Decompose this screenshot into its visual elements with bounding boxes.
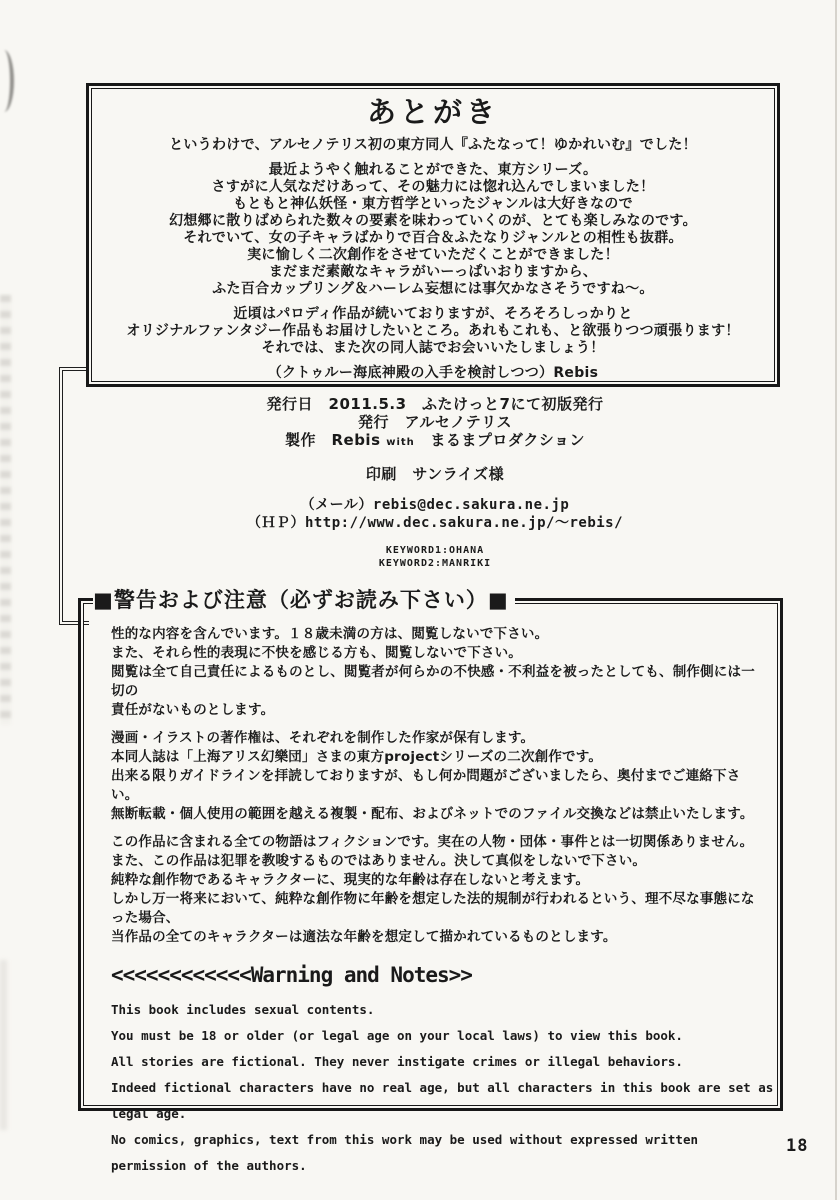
warning-ja-line: 漫画・イラストの著作権は、それぞれを制作した作家が保有します。 [111,730,535,746]
production-studio: まるまプロダクション [414,431,586,449]
afterword-line: 最近ようやく触れることができた、東方シリーズ。 [268,162,598,178]
warning-ja-line: しかし万一将来において、純粋な創作物に年齢を想定した法的規制が行われるという、理不尽な事態になった場合、 [111,891,755,926]
afterword-box [86,83,780,387]
warning-en-line: This book includes sexual contents. [111,1002,375,1017]
afterword-line: それでは、また次の同人誌でお会いいたしましょう！ [261,340,605,356]
keyword2-line: KEYWORD2:MANRIKI [378,558,492,569]
warning-ja-line: また、それら性的表現に不快を感じる方も、閲覧しないで下さい。 [111,645,522,661]
afterword-line: 近頃はパロディ作品が続いておりますが、そろそろしっかりと [233,306,633,322]
afterword-line [89,298,777,306]
warning-box [78,588,783,1173]
warning-en-line: No comics, graphics, text from this work may be used without expressed written permission of the authors. [111,1132,698,1173]
afterword-line: というわけで、アルセノテリス初の東方同人『ふたなって！ゆかれいむ』でした！ [169,137,697,153]
page-number: 18 [786,1136,809,1156]
afterword-line: ふた百合カップリング＆ハーレム妄想には事欠かなさそうですね～。 [212,281,654,297]
warning-ja-line: 性的な内容を含んでいます。１８歳未満の方は、閲覧しないで下さい。 [111,626,549,642]
colophon-block [30,395,840,570]
afterword-line [89,154,777,162]
afterword-title: あとがき [366,95,499,129]
scan-smudge-left [0,295,11,725]
publisher-line: 発行 アルセノテリス [358,413,512,431]
warning-ja-line: また、この作品は犯罪を教唆するものではありません。決して真似をしないで下さい。 [111,853,647,869]
afterword-line: 実に愉しく二次創作をさせていただくことができました！ [247,247,619,263]
afterword-line: さすがに人気なだけあって、その魅力には惚れ込んでしまいました！ [211,179,655,195]
scan-smudge-top-left [0,50,14,112]
scan-smudge-left-lower [0,960,7,1130]
warning-en-heading: <<<<<<<<<<<<Warning and Notes>> [111,963,472,987]
warning-ja-line: 無断転載・個人使用の範囲を越える複製・配布、およびネットでのファイル交換などは禁止いたします。 [111,806,754,822]
scan-edge-line [835,0,837,1200]
afterword-line: もともと神仏妖怪・東方哲学といったジャンルは大好きなので [233,196,633,212]
printing-line: 印刷 サンライズ様 [365,465,505,483]
warning-en-line: All stories are fictional. They never instigate crimes or illegal behaviors. [111,1054,683,1069]
warning-ja-line: 当作品の全てのキャラクターは適法な年齢を想定して描かれているものとします。 [111,929,617,945]
warning-ja-line: 出来る限りガイドラインを拝読しておりますが、もし何か問題がございましたら、奥付までご連絡下さい。 [111,768,741,803]
warning-ja-line: この作品に含まれる全ての物語はフィクションです。実在の人物・団体・事件とは一切関係ありません。 [111,834,754,850]
issue-date-line: 発行日 2011.5.3 ふたけっと7にて初版発行 [266,395,604,413]
keyword1-line: KEYWORD1:OHANA [385,545,485,556]
afterword-line: それでいて、女の子キャラばかりで百合＆ふたなりジャンルとの相性も抜群。 [183,230,683,246]
warning-heading: ■警告および注意（必ずお読み下さい）■ [93,584,515,616]
afterword-line: 幻想郷に散りばめられた数々の要素を味わっていくのが、とても楽しみなのです。 [169,213,697,229]
production-label: 製作 Rebis [284,431,387,449]
afterword-line [89,357,777,365]
warning-ja-line: 純粋な創作物であるキャラクターに、現実的な年齢は存在しないと考えます。 [111,872,590,888]
warning-ja-body [81,601,780,947]
warning-ja-line: 責任がないものとします。 [111,702,275,718]
production-line [30,431,840,452]
production-with: with [386,437,415,448]
warning-en-body [81,989,780,1179]
warning-en-line: Indeed fictional characters have no real age, but all characters in this book are set as legal age. [111,1080,774,1121]
afterword-line: まだまだ素敵なキャラがいーっぱいおりますから、 [268,264,598,280]
warning-ja-line: 本同人誌は「上海アリス幻樂団」さまの東方projectシリーズの二次創作です。 [111,749,603,765]
email-line: （メール）rebis@dec.sakura.ne.jp [300,497,570,513]
warning-ja-line: 閲覧は全て自己責任によるものとし、閲覧者が何らかの不快感・不利益を被ったとしても、制作側には一切の [111,664,755,699]
warning-ja-line [111,720,762,729]
warning-en-line: You must be 18 or older (or legal age on your local laws) to view this book. [111,1028,683,1043]
afterword-body [89,137,777,382]
afterword-line: （クトゥルー海底神殿の入手を検討しつつ）Rebis [267,365,599,381]
warning-ja-line [111,824,762,833]
website-line: （ＨＰ）http://www.dec.sakura.ne.jp/～rebis/ [246,515,624,531]
afterword-line: オリジナルファンタジー作品もお届けしたいところ。あれもこれも、と欲張りつつ頑張ります！ [126,323,740,339]
